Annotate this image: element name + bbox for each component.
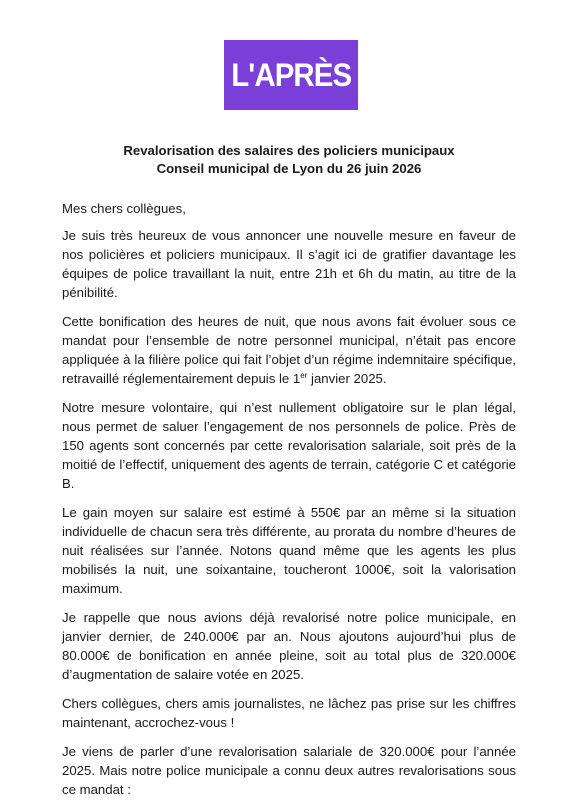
paragraph-7: Je viens de parler d’une revalorisation salariale de 320.000€ pour l’année 2025. Mais notre police municipale a connu deux autres revalorisations sous ce mandat : [62,744,516,797]
ordinal-superscript: er [300,371,308,380]
document-heading [62,142,516,178]
heading-title: Revalorisation des salaires des policiers municipaux [123,143,455,158]
logo-text: L'APRÈS [231,56,351,93]
salutation: Mes chers collègues, [62,201,186,216]
paragraph-2-text: Cette bonification des heures de nuit, que nous avons fait évoluer sous ce mandat pour l’ensemble de notre personnel municipal, n’était pas encore appliquée à la filière police qui fait l’objet d’un régime indemnitaire spécifique, retravaillé réglementairement depuis le 1 [62,314,516,386]
heading-subtitle: Conseil municipal de Lyon du 26 juin 2026 [156,161,422,176]
paragraph-4: Le gain moyen sur salaire est estimé à 550€ par an même si la situation individuelle de chacun sera très différente, au prorata du nombre d’heures de nuit réalisées sur l’année. Notons quand même que les agents les plus mobilisés la nuit, une soixantaine, toucheront 1000€, soit la valorisation maximum. [62,505,516,596]
paragraph-2 [62,312,516,388]
paragraph-6: Chers collègues, chers amis journalistes, ne lâchez pas prise sur les chiffres maintenant, accrochez-vous ! [62,696,516,730]
paragraph-5: Je rappelle que nous avions déjà revalorisé notre police municipale, en janvier dernier, de 240.000€ par an. Nous ajoutons aujourd’hui plus de 80.000€ de bonification en année pleine, soit au total plus de 320.000€ d’augmentation de salaire votée en 2025. [62,610,516,682]
paragraph-2-end: janvier 2025. [307,371,387,386]
paragraph-1: Je suis très heureux de vous annoncer une nouvelle mesure en faveur de nos policières et policiers municipaux. Il s’agit ici de gratifier davantage les équipes de police travaillant la nuit, entre 21h et 6h du matin, au titre de la pénibilité. [62,228,516,300]
document-body [62,199,516,809]
paragraph-3: Notre mesure volontaire, qui n’est nullement obligatoire sur le plan légal, nous permet de saluer l’engagement de nos personnels de police. Près de 150 agents sont concernés par cette revalorisation salariale, soit près de la moitié de l’effectif, uniquement des agents de terrain, catégorie C et catégorie B. [62,400,516,491]
lapres-logo [224,40,358,110]
